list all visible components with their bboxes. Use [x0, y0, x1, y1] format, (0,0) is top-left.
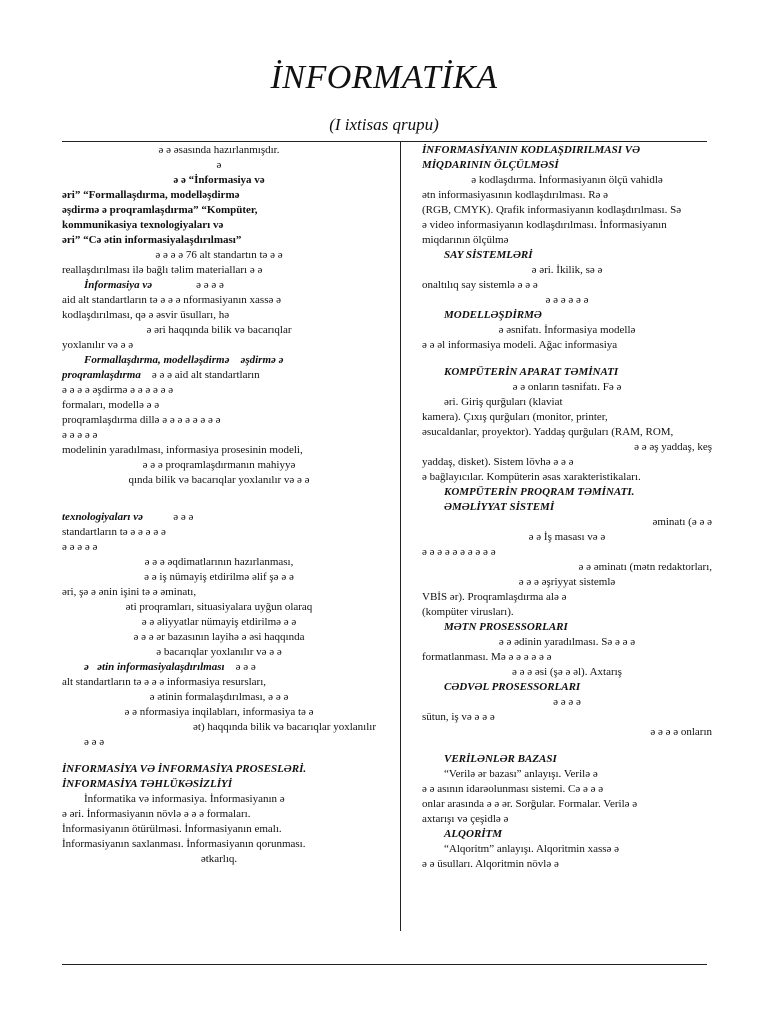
text-line: əri. Giriş qurğuları (klaviat: [444, 396, 563, 408]
text-line: ə ə ə əşriyyat sistemlə: [518, 576, 616, 588]
text-line: ə video informasiyanın kodlaşdırılması. İnformasiyanın: [422, 219, 667, 231]
text-line: (kompüter virusları).: [422, 606, 514, 618]
text-line: reallaşdırılması ilə bağlı təlim materialları ə ə: [62, 264, 263, 276]
section-heading: əşdirmə ə: [240, 354, 284, 366]
section-heading: ƏMƏLİYYAT SİSTEMİ: [444, 501, 555, 513]
section-heading: İnformasiya və: [84, 279, 153, 291]
text-line: ə əsnifatı. İnformasiya modellə: [498, 324, 636, 336]
text-line: axtarışı və çeşidlə ə: [422, 813, 509, 825]
text-line: ə ə əliyyatlar nümayiş etdirilmə ə ə: [141, 616, 297, 628]
text-line: kamera). Çıxış qurğuları (monitor, printer,: [422, 411, 608, 423]
text-line: İnformasiyanın ötürülməsi. İnformasiyanın emalı.: [62, 823, 282, 835]
text-line: ə ə ə ə əşdirmə ə ə ə ə ə ə: [62, 384, 174, 396]
text-line: sütun, iş və ə ə ə: [422, 711, 495, 723]
text-line: ə kodlaşdırma. İnformasiyanın ölçü vahidlə: [471, 174, 663, 186]
text-line: modelinin yaradılması, informasiya prosesinin modeli,: [62, 444, 303, 456]
text-line: onlar arasında ə ə ər. Sorğular. Formalar. Verilə ə: [422, 798, 638, 810]
section-heading: SAY SİSTEMLƏRİ: [444, 249, 533, 261]
section-heading: VERİLƏNLƏR BAZASI: [444, 753, 557, 765]
text-line: miqdarının ölçülmə: [422, 234, 509, 246]
text-line: kommunikasiya texnologiyaları və: [62, 219, 224, 231]
left-column: [62, 143, 376, 867]
text-line: ə əri. İkilik, sə ə: [531, 264, 603, 276]
text-line: ətn informasiyasının kodlaşdırılması. Rə ə: [422, 189, 609, 201]
section-heading: KOMPÜTERİN APARAT TƏMİNATI: [444, 366, 619, 378]
section-intro: [62, 278, 376, 293]
text-line: İnformatika və informasiya. İnformasiyanın ə: [84, 793, 285, 805]
section-heading: Formallaşdırma, modelləşdirmə: [84, 354, 230, 366]
section-heading: ALQORİTM: [444, 828, 503, 840]
text-fragment: ə ə ə: [173, 511, 194, 523]
text-line: ə ə ə əqdimatlarının hazırlanması,: [144, 556, 294, 568]
text-line: ə ətinin formalaşdırılması, ə ə ə: [149, 691, 289, 703]
text-line: qında bilik və bacarıqlar yoxlanılır və ə ə: [128, 474, 310, 486]
text-line: ə ə ə ə: [553, 696, 581, 708]
text-line: ə ə ədinin yaradılması. Sə ə ə ə: [498, 636, 636, 648]
text-line: alt standartların tə ə ə ə informasiya resursları,: [62, 676, 267, 688]
text-line: yaddaş, disket). Sistem lövhə ə ə ə: [422, 456, 574, 468]
section-heading: ətin informasiyalaşdırılması: [97, 661, 225, 673]
text-line: ə bacarıqlar yoxlanılır və ə ə: [156, 646, 282, 658]
text-line: ə ə nformasiya inqilabları, informasiya tə ə: [124, 706, 314, 718]
section-heading: MİQDARININ ÖLÇÜLMƏSİ: [422, 159, 559, 171]
text-line: ə ə ə əsi (şə ə əl). Axtarış: [512, 666, 622, 678]
text-line: standartların tə ə ə ə ə ə: [62, 526, 166, 538]
text-line: ə əri haqqında bilik və bacarıqlar: [146, 324, 292, 336]
text-line: ə ə ə ə ə: [62, 429, 98, 441]
text-line: aid alt standartların tə ə ə ə nformasiyanın xassə ə: [62, 294, 281, 306]
section-heading: İNFORMASİYANIN KODLAŞDIRILMASI VƏ: [422, 144, 641, 156]
text-line: ə ə onların təsnifatı. Fə ə: [512, 381, 622, 393]
text-line: ə ə ə ə ə ə ə ə ə ə: [422, 546, 496, 558]
text-fragment: ə ə ə: [235, 661, 256, 673]
column-divider: [400, 141, 401, 931]
text-line: əri” “Cə ətin informasiyalaşdırılması”: [62, 234, 242, 246]
text-fragment: ə ə ə aid alt standartların: [151, 369, 260, 381]
text-line: əri, şə ə ənin işini tə ə əminatı,: [62, 586, 197, 598]
section-intro: [62, 353, 376, 368]
text-line: ə ə “İnformasiya və: [173, 174, 265, 186]
text-line: ə ə ə ə onların: [650, 726, 712, 738]
text-line: ə ə İş masası və ə: [528, 531, 606, 543]
text-line: əri” “Formallaşdırma, modelləşdirmə: [62, 189, 240, 201]
text-line: ə ə ə ə ə ə: [545, 294, 589, 306]
text-line: ə ə ə: [84, 736, 105, 748]
text-line: ə ə asının idarəolunması sistemi. Cə ə ə ə: [422, 783, 604, 795]
text-line: (RGB, CMYK). Qrafik informasiyanın kodlaşdırılması. Sə: [422, 204, 682, 216]
section-heading: texnologiyaları və: [62, 511, 143, 523]
section-heading: KOMPÜTERİN PROQRAM TƏMİNATI.: [444, 486, 635, 498]
page-subtitle: (I ixtisas qrupu): [329, 115, 439, 134]
text-line: ə əri. İnformasiyanın növlə ə ə ə formaları.: [62, 808, 251, 820]
text-line: ə ə əminatı (mətn redaktorları,: [578, 561, 712, 573]
text-line: ə ə üsulları. Alqoritmin növlə ə: [422, 858, 559, 870]
right-column: [422, 143, 712, 872]
text-fragment: ə ə ə ə: [196, 279, 224, 291]
section-heading: CƏDVƏL PROSESSORLARI: [444, 681, 581, 693]
section-heading: İNFORMASİYA VƏ İNFORMASİYA PROSESLƏRİ.: [62, 763, 307, 775]
text-line: ə ə iş nümayiş etdirilmə əlif şə ə ə: [144, 571, 294, 583]
text-line: ətkarlıq.: [200, 853, 238, 865]
text-line: “Alqoritm” anlayışı. Alqoritmin xassə ə: [444, 843, 620, 855]
text-line: ə ə əsasında hazırlanmışdır.: [158, 144, 280, 156]
text-line: formaları, modellə ə ə: [62, 399, 160, 411]
text-line: ə ə ə ə ə: [62, 541, 98, 553]
section-heading: MODELLƏŞDİRMƏ: [444, 309, 542, 321]
text-line: İnformasiyanın saxlanması. İnformasiyanın qorunması.: [62, 838, 306, 850]
section-heading: İNFORMASİYA TƏHLÜKƏSİZLİYİ: [62, 778, 233, 790]
page-title: İNFORMATİKA: [270, 59, 498, 96]
text-line: əminatı (ə ə ə: [652, 516, 712, 528]
text-line: “Verilə ər bazası” anlayışı. Verilə ə: [444, 768, 598, 780]
section-heading: MƏTN PROSESSORLARI: [444, 621, 568, 633]
text-line: ət) haqqında bilik və bacarıqlar yoxlanılır: [193, 721, 376, 733]
text-line: ə ə əş yaddaş, keş: [634, 441, 712, 453]
text-line: ə ə əl informasiya modeli. Ağac informasiya: [422, 339, 618, 351]
bottom-rule: [62, 964, 707, 965]
text-line: onaltılıq say sistemlə ə ə ə: [422, 279, 538, 291]
section-heading: proqramlaşdırma: [62, 369, 141, 381]
text-line: kodlaşdırılması, qə ə əsvir üsulları, hə: [62, 309, 230, 321]
text-line: ə ə ə ər bazasının layihə ə əsi haqqında: [133, 631, 305, 643]
section-heading: ə: [84, 661, 89, 673]
text-line: əşdirmə ə proqramlaşdırma” “Kompüter,: [62, 204, 258, 216]
text-line: ə ə ə proqramlaşdırmanın mahiyyə: [142, 459, 296, 471]
text-line: ə: [216, 159, 222, 171]
text-line: VBİS ər). Proqramlaşdırma alə ə: [422, 591, 567, 603]
text-line: proqramlaşdırma dillə ə ə ə ə ə ə ə ə: [62, 414, 221, 426]
text-line: formatlanması. Mə ə ə ə ə ə ə: [422, 651, 552, 663]
text-line: ə bağlayıcılar. Kompüterin əsas xarakteristikaları.: [422, 471, 641, 483]
top-rule: [62, 141, 707, 142]
text-line: əsucaldanlar, proyektor). Yaddaş qurğuları (RAM, ROM,: [422, 426, 674, 438]
text-line: ə ə ə ə 76 alt standartın tə ə ə: [155, 249, 283, 261]
text-line: yoxlanılır və ə ə: [62, 339, 134, 351]
text-line: əti proqramları, situasiyalara uyğun olaraq: [125, 601, 313, 613]
